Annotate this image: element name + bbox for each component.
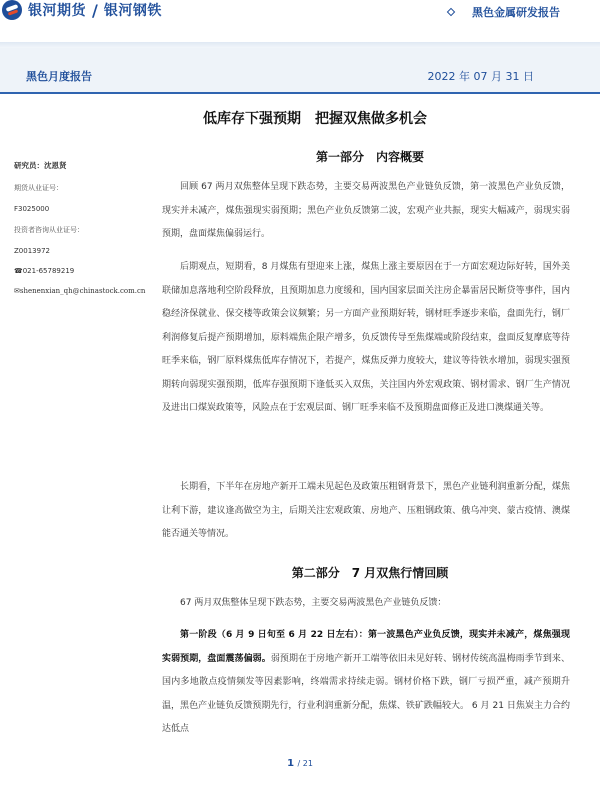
current-page: 1	[287, 758, 295, 769]
analyst-line	[14, 160, 164, 171]
phone-number: ☎021-65789219	[14, 267, 75, 275]
page-header	[0, 0, 600, 40]
email-link[interactable]: ✉shenenxian_qh@chinastock.com.cn	[14, 287, 146, 295]
cert-number: F3025000	[14, 205, 50, 213]
brand-logo	[0, 0, 162, 20]
page-number	[0, 758, 600, 769]
consult-number: Z0013972	[14, 247, 50, 255]
brand-subname: 银河钢铁	[103, 3, 162, 19]
analyst-label: 研究员：	[14, 161, 44, 170]
cert-label: 期货从业证号：	[14, 184, 63, 192]
phase-one-summary: 第一阶段（6 月 9 日旬至 6 月 22 日左右）：第一波黑色产业负反馈，现实并未减产，煤焦强现实弱预期，盘面震荡偏弱。	[162, 630, 570, 664]
consult-label: 投资者咨询从业证号：	[14, 226, 84, 234]
phase-one-detail: 弱预期在于房地产新开工端等依旧未见好转、钢材传统高温梅雨季节到来、国内多地散点疫情频发等因素影响，终端需求持续走弱。钢材价格下跌，钢厂亏损严重，减产预期升温，黑色产业链负反馈预期先行，行业利润重新分配，焦煤、铁矿跌幅较大。 6 月 21 日焦炭主力合约达低点	[162, 653, 570, 734]
analyst-name: 沈恩贤	[44, 161, 67, 170]
report-category: 黑色月度报告	[26, 70, 92, 83]
section1-paragraph-2: 后期观点，短期看，8 月煤焦有望迎来上涨，煤焦上涨主要原因在于一方面宏观边际好转，国外美联储加息落地利空阶段释放，且预期加息力度缓和，国内国家层面关注房企暴雷居民断贷等事件，国内稳经济保就业、保交楼等政策会议频繁；另一方面产业预期好转，钢材旺季逐步来临，盘面先行，钢厂利润修复后提产预期增加，原料端焦企限产增多，负反馈传导至焦煤端或阶段结束，盘面反复摩底等待旺季来临，钢厂原料煤焦低库存情况下，若提产，煤焦反弹力度较大，建议等待铁水增加，弱现实强预期转向弱现实强预期，低库存强预期下逢低买入双焦，关注国内外宏观政策、钢材需求、钢厂生产情况及进出口煤炭政策等，风险点在于宏观层面、钢厂旺季来临不及预期盘面修正及进口澳煤通关等。	[162, 262, 570, 413]
analyst-sidebar	[14, 160, 164, 307]
total-pages: / 21	[297, 759, 313, 768]
section2-paragraph-1: 67 两月双焦整体呈现下跌态势，主要交易两波黑色产业链负反馈：	[180, 598, 447, 608]
report-date: 2022 年 07 月 31 日	[427, 70, 534, 83]
section1-paragraph-3: 长期看，下半年在房地产新开工端未见起色及政策压粗钢背景下，黑色产业链利润重新分配，煤焦让利下游，建议逢高做空为主，后期关注宏观政策、房地产、压粗钢政策、俄乌冲突、蒙古疫情、澳煤能否通关等情况。	[162, 482, 570, 539]
header-divider	[0, 92, 600, 94]
brand-separator: /	[92, 0, 98, 20]
diamond-icon	[447, 8, 455, 16]
section1-paragraph-1: 回顾 67 两月双焦整体呈现下跌态势，主要交易两波黑色产业链负反馈，第一波黑色产业负反馈，现实并未减产，煤焦强现实弱预期；黑色产业负反馈第二波，宏观产业共振，现实大幅减产，弱现实弱预期，盘面煤焦偏弱运行。	[162, 182, 570, 239]
section2-paragraph-2	[162, 624, 570, 742]
brand-name: 银河期货	[28, 3, 86, 19]
section1-heading: 第一部分 内容概要	[315, 150, 424, 164]
galaxy-logo-icon	[2, 0, 22, 20]
report-type-label: 黑色金属研发报告	[472, 6, 560, 19]
section2-heading: 第二部分 7 月双焦行情回顾	[291, 566, 449, 580]
report-type	[448, 4, 560, 20]
page-title: 低库存下强预期 把握双焦做多机会	[203, 111, 427, 127]
